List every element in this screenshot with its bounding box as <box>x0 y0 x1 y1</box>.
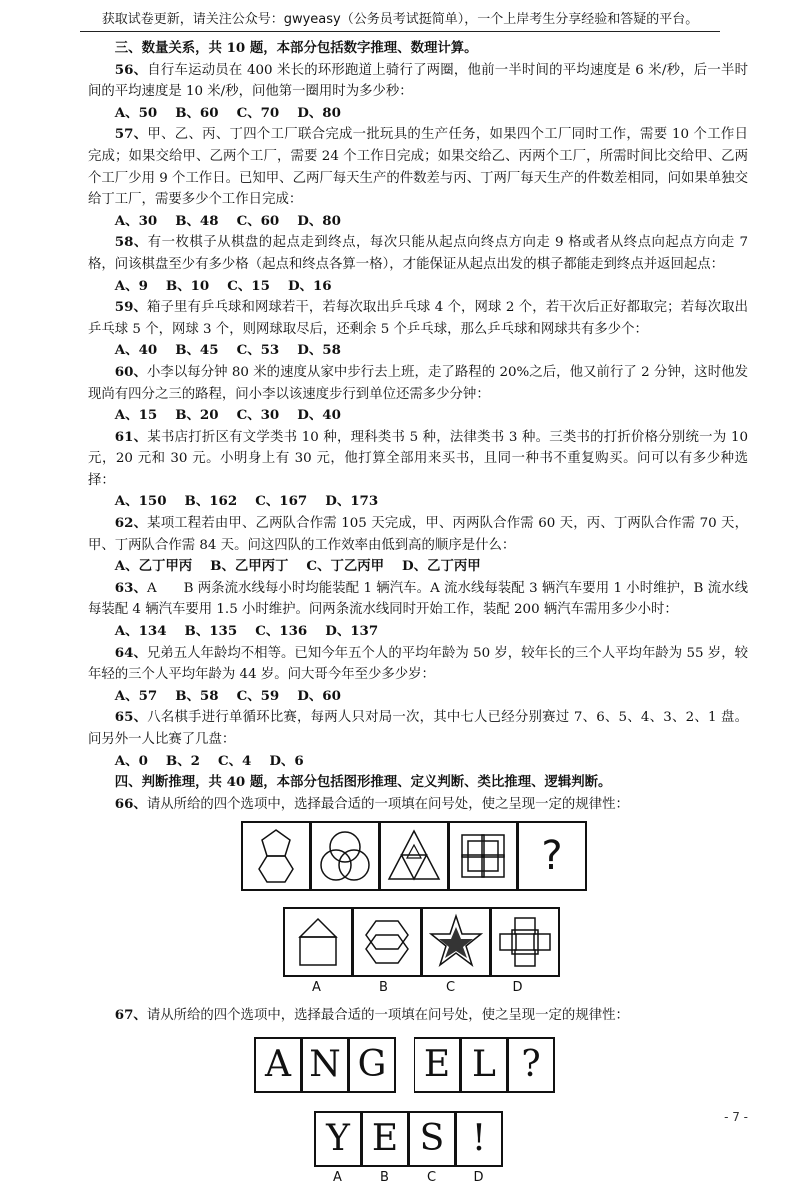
q66-option-labels <box>283 977 748 999</box>
question-64 <box>88 643 748 686</box>
answer-option[interactable]: C、136 <box>255 623 308 640</box>
answer-option[interactable]: B、135 <box>184 623 238 640</box>
question-number: 59、 <box>114 299 148 316</box>
question-list <box>88 60 748 773</box>
question-number: 63、 <box>114 579 147 596</box>
question-65 <box>88 707 748 750</box>
question-number: 64、 <box>114 644 147 661</box>
question-number: 56、 <box>114 61 148 78</box>
q67-option-b[interactable]: E <box>362 1111 409 1167</box>
q67-figure <box>254 1037 748 1188</box>
page-content <box>88 38 748 1188</box>
answer-option[interactable]: A、40 <box>114 342 158 359</box>
answer-option[interactable]: D、40 <box>297 407 341 424</box>
answer-option[interactable]: B、162 <box>184 493 238 510</box>
answer-option[interactable]: D、60 <box>297 687 341 704</box>
question-text: 八名棋手进行单循环比赛，每两人只对局一次，其中七人已经分别赛过 7、6、5、4、3、2、1 盘。问另外一人比赛了几盘： <box>88 710 748 747</box>
answer-option[interactable]: D、乙丁丙甲 <box>402 558 481 575</box>
answer-options <box>88 340 748 362</box>
option-label: B <box>380 1169 389 1185</box>
double-hexagon-icon <box>358 913 416 971</box>
answer-options <box>88 276 748 298</box>
question-60 <box>88 362 748 405</box>
interlocked-squares-figure <box>454 827 512 885</box>
question-text: 请从所给的四个选项中，选择最合适的一项填在问号处，使之呈现一定的规律性： <box>146 1007 629 1023</box>
page-header: 获取试卷更新，请关注公众号：gwyeasy（公务员考试挺简单），一个上岸考生分享经验和答疑的平台。 <box>101 12 699 27</box>
q67-letter-box: L <box>461 1037 508 1093</box>
q66-figure <box>241 821 748 999</box>
question-text: 请从所给的四个选项中，选择最合适的一项填在问号处，使之呈现一定的规律性： <box>146 796 629 812</box>
answer-options <box>88 556 748 578</box>
answer-option[interactable]: B、10 <box>165 277 210 294</box>
answer-options <box>88 686 748 708</box>
answer-option[interactable]: A、0 <box>114 752 148 769</box>
question-63 <box>88 578 748 621</box>
answer-option[interactable]: C、59 <box>236 687 280 704</box>
answer-option[interactable]: C、60 <box>236 212 280 229</box>
question-text: 箱子里有乒乓球和网球若干，若每次取出乒乓球 4 个，网球 2 个，若干次后正好都取完；若每次取出乒乓球 5 个，网球 3 个，则网球取尽后，还剩余 5 个乒乓球，那么乒乓球和网球共有多少个： <box>88 300 749 337</box>
q66-cell-3 <box>380 821 449 891</box>
question-58 <box>88 232 748 275</box>
cross-of-squares-icon <box>496 913 554 971</box>
answer-option[interactable]: A、15 <box>114 407 158 424</box>
q66-cell-2 <box>311 821 380 891</box>
answer-options <box>88 751 748 773</box>
q66-cell-4 <box>449 821 518 891</box>
page-number: - 7 - <box>724 1110 748 1124</box>
answer-option[interactable]: A、50 <box>114 104 158 121</box>
answer-option[interactable]: D、173 <box>325 493 379 510</box>
answer-option[interactable]: C、53 <box>236 342 280 359</box>
triangles-figure <box>385 827 443 885</box>
answer-options <box>88 491 748 513</box>
question-number: 60、 <box>114 363 147 380</box>
star-icon <box>427 913 485 971</box>
answer-option[interactable]: A、乙丁甲丙 <box>114 558 193 575</box>
answer-option[interactable]: D、58 <box>297 342 341 359</box>
option-label: B <box>379 980 388 996</box>
answer-option[interactable]: C、30 <box>236 407 280 424</box>
answer-option[interactable]: D、16 <box>287 277 332 294</box>
question-text: 某项工程若由甲、乙两队合作需 105 天完成，甲、丙两队合作需 60 天，丙、丁两队合作需 70 天，甲、丁两队合作需 84 天。问这四队的工作效率由低到高的顺序是什么： <box>88 516 748 553</box>
question-62 <box>88 513 748 556</box>
question-number: 67、 <box>114 1006 147 1023</box>
question-text: 甲、乙、丙、丁四个工厂联合完成一批玩具的生产任务，如果四个工厂同时工作，需要 10 个工作日完成；如果交给甲、乙两个工厂，需要 24 个工作日完成；如果交给乙、丙两个工厂，所需时间比交给甲、乙两个工厂少用 9 个工作日。已知甲、乙两厂每天生产的件数差与丙、丁两厂每天生产的件数差相同，问如果单独交给丁工厂，需要多少个工作日完成： <box>88 127 748 208</box>
answer-option[interactable]: C、70 <box>236 104 280 121</box>
q66-option-b[interactable] <box>353 907 422 977</box>
question-number: 57、 <box>114 126 148 143</box>
answer-option[interactable]: A、134 <box>114 623 167 640</box>
q66-cell-1 <box>241 821 311 891</box>
answer-option[interactable]: D、137 <box>325 623 379 640</box>
option-label: C <box>426 1169 437 1185</box>
q67-question-row <box>254 1037 748 1093</box>
section-3-heading: 三、数量关系，共 10 题，本部分包括数字推理、数理计算。 <box>114 40 478 56</box>
q66-options-row <box>283 907 748 977</box>
q66-option-a[interactable] <box>283 907 353 977</box>
question-56 <box>88 60 748 103</box>
option-label: D <box>473 1169 484 1185</box>
answer-options <box>88 103 748 125</box>
answer-option[interactable]: B、45 <box>175 342 219 359</box>
q67-option-labels <box>314 1167 748 1188</box>
q67-letter-box: ? <box>508 1037 555 1093</box>
question-67 <box>88 1005 748 1027</box>
question-59 <box>88 297 748 340</box>
q67-options-row <box>314 1111 748 1167</box>
option-label: D <box>512 980 523 996</box>
question-text: 某书店打折区有文学类书 10 种，理科类书 5 种，法律类书 3 种。三类书的打折价格分别统一为 10 元，20 元和 30 元。小明身上有 30 元，他打算全部用来买书，且同一种书不重复购买。问可以有多少种选择： <box>88 429 748 488</box>
answer-option[interactable]: C、15 <box>227 277 270 294</box>
answer-options <box>88 405 748 427</box>
question-text: A B 两条流水线每小时均能装配 1 辆汽车。A 流水线每装配 3 辆汽车要用 1 小时维护，B 流水线每装配 4 辆汽车要用 1.5 小时维护。问两条流水线同时开始工作，装配 200 辆汽车需用多少小时： <box>88 580 749 618</box>
q67-letter-box: A <box>254 1037 302 1093</box>
question-number: 61、 <box>114 428 148 445</box>
answer-option[interactable]: A、9 <box>114 277 148 294</box>
answer-option[interactable]: B、48 <box>175 212 219 229</box>
answer-option[interactable]: B、60 <box>175 104 219 121</box>
question-number: 66、 <box>114 795 147 812</box>
q67-option-d[interactable]: ! <box>456 1111 503 1167</box>
option-label: A <box>333 1169 342 1185</box>
question-number: 62、 <box>114 515 148 532</box>
q66-cell-question <box>518 821 587 891</box>
question-text: 兄弟五人年龄均不相等。已知今年五个人的平均年龄为 50 岁，较年长的三个人平均年龄为 55 岁，较年轻的三个人平均年龄为 44 岁。问大哥今年至少多少岁： <box>88 645 748 683</box>
house-shape-icon <box>289 913 347 971</box>
answer-option[interactable]: D、6 <box>269 752 304 769</box>
question-66 <box>88 794 748 816</box>
q67-letter-box: G <box>349 1037 396 1093</box>
q66-option-c[interactable] <box>422 907 491 977</box>
question-text: 小李以每分钟 80 米的速度从家中步行去上班，走了路程的 20%之后，他又前行了 2 分钟，这时他发现尚有四分之三的路程，问小李以该速度步行到单位还需多少分钟： <box>88 364 748 402</box>
option-label: A <box>312 980 321 996</box>
q66-question-row <box>241 821 748 891</box>
question-mark: ? <box>541 832 563 879</box>
question-text: 自行车运动员在 400 米长的环形跑道上骑行了两圈，他前一半时间的平均速度是 6 米/秒，后一半时间的平均速度是 10 米/秒，问他第一圈用时为多少秒： <box>88 62 748 100</box>
answer-option[interactable]: B、2 <box>165 752 200 769</box>
option-label: C <box>445 980 456 996</box>
q67-letter-box: N <box>302 1037 349 1093</box>
answer-option[interactable]: C、4 <box>217 752 252 769</box>
three-circles-figure <box>316 827 374 885</box>
question-number: 58、 <box>114 234 148 251</box>
question-number: 65、 <box>114 709 148 726</box>
q67-option-a[interactable]: Y <box>314 1111 362 1167</box>
answer-options <box>88 621 748 643</box>
question-61 <box>88 427 748 492</box>
answer-options <box>88 211 748 233</box>
answer-option[interactable]: D、80 <box>297 212 341 229</box>
section-4-heading: 四、判断推理，共 40 题，本部分包括图形推理、定义判断、类比推理、逻辑判断。 <box>114 774 612 791</box>
q67-letter-box: E <box>414 1037 461 1093</box>
pentagon-hexagon-figure <box>247 827 305 885</box>
answer-option[interactable]: D、80 <box>297 104 341 121</box>
question-57 <box>88 124 748 210</box>
q66-option-d[interactable] <box>491 907 560 977</box>
header-rule <box>80 31 720 32</box>
answer-option[interactable]: A、57 <box>114 687 158 704</box>
answer-option[interactable]: A、30 <box>114 212 158 229</box>
answer-option[interactable]: A、150 <box>114 493 167 510</box>
q67-option-c[interactable]: S <box>409 1111 456 1167</box>
question-text: 有一枚棋子从棋盘的起点走到终点，每次只能从起点向终点方向走 9 格或者从终点向起点方向走 7 格，问该棋盘至少有多少格（起点和终点各算一格），才能保证从起点出发的棋子都能走到终点并返回起点： <box>88 235 748 272</box>
answer-option[interactable]: B、58 <box>175 687 219 704</box>
answer-option[interactable]: C、167 <box>255 493 308 510</box>
answer-option[interactable]: B、乙甲丙丁 <box>210 558 289 575</box>
answer-option[interactable]: C、丁乙丙甲 <box>306 558 385 575</box>
answer-option[interactable]: B、20 <box>175 407 219 424</box>
